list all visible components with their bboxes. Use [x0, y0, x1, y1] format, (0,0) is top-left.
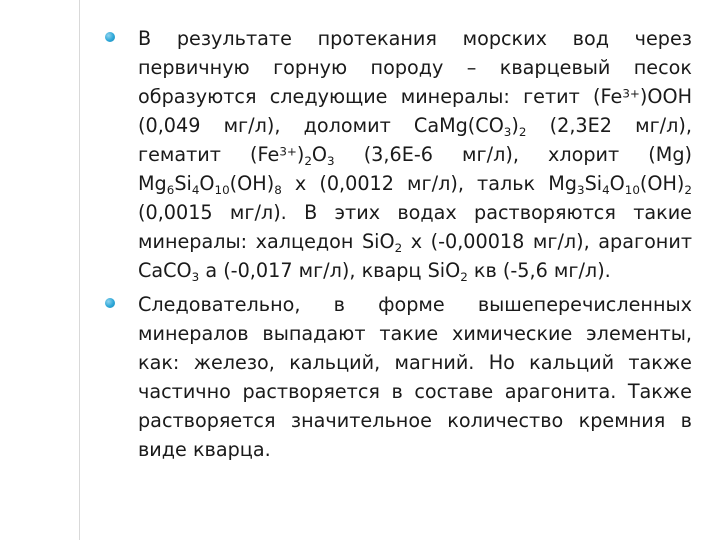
text-run: (3,6E-6 мг/л), хлорит (Mg) Mg: [138, 143, 692, 195]
bullet-item-2: [104, 290, 692, 464]
text-run: (2,3E2 мг/л), гематит (Fe: [138, 114, 692, 166]
left-divider-line: [79, 0, 80, 540]
subscript: 2: [394, 241, 403, 256]
text-run: x (0,0012 мг/л), тальк Mg: [281, 172, 577, 195]
subscript: 2: [518, 125, 527, 140]
subscript: 2: [304, 154, 312, 169]
subscript: 3: [503, 125, 512, 140]
text-run: Следовательно, в форме вышеперечисленных минералов выпадают такие химические элементы, как: железо, кальций, магний. Но кальций также частично растворяется в составе арагонита. Также растворяется значительное количество кремния в виде кварца.: [138, 293, 692, 461]
text-run: a (-0,017 мг/л), кварц SiO: [199, 259, 461, 282]
subscript: 6: [166, 183, 175, 198]
text-run: O: [199, 172, 215, 195]
text-run: (OH): [639, 172, 685, 195]
subscript: 3: [576, 183, 585, 198]
superscript: 3+: [279, 144, 297, 159]
subscript: 3: [191, 270, 200, 285]
text-run: O: [609, 172, 625, 195]
bullet-item-1: [104, 24, 692, 285]
bullet-dot-icon: [105, 298, 115, 308]
bullet-text: [138, 293, 692, 461]
subscript: 2: [460, 270, 468, 285]
bullet-text: [138, 27, 692, 285]
subscript: 8: [274, 183, 282, 198]
text-run: кв (-5,6 мг/л).: [467, 259, 611, 282]
subscript: 2: [684, 183, 692, 198]
text-run: x (-0,00018 мг/л), арагонит CaCO: [138, 230, 692, 282]
subscript: 3: [327, 154, 335, 169]
text-run: В результате протекания морских вод через первичную горную породу – кварцевый песок образуются следующие минералы: гетит (Fe: [138, 27, 692, 108]
subscript: 10: [624, 183, 640, 198]
text-run: Si: [174, 172, 192, 195]
text-run: O: [311, 143, 328, 166]
text-run: ): [511, 114, 519, 137]
subscript: 4: [602, 183, 610, 198]
text-run: (OH): [229, 172, 275, 195]
superscript: 3+: [622, 86, 640, 101]
bullet-dot-icon: [105, 32, 115, 42]
slide-body: [104, 24, 692, 469]
text-run: ): [296, 143, 305, 166]
text-run: Si: [584, 172, 603, 195]
text-run: )OOH (0,049 мг/л), доломит CaMg(CO: [138, 85, 692, 137]
subscript: 4: [191, 183, 200, 198]
subscript: 10: [214, 183, 230, 198]
text-run: (0,0015 мг/л). В этих водах растворяются такие минералы: халцедон SiO: [138, 201, 692, 253]
